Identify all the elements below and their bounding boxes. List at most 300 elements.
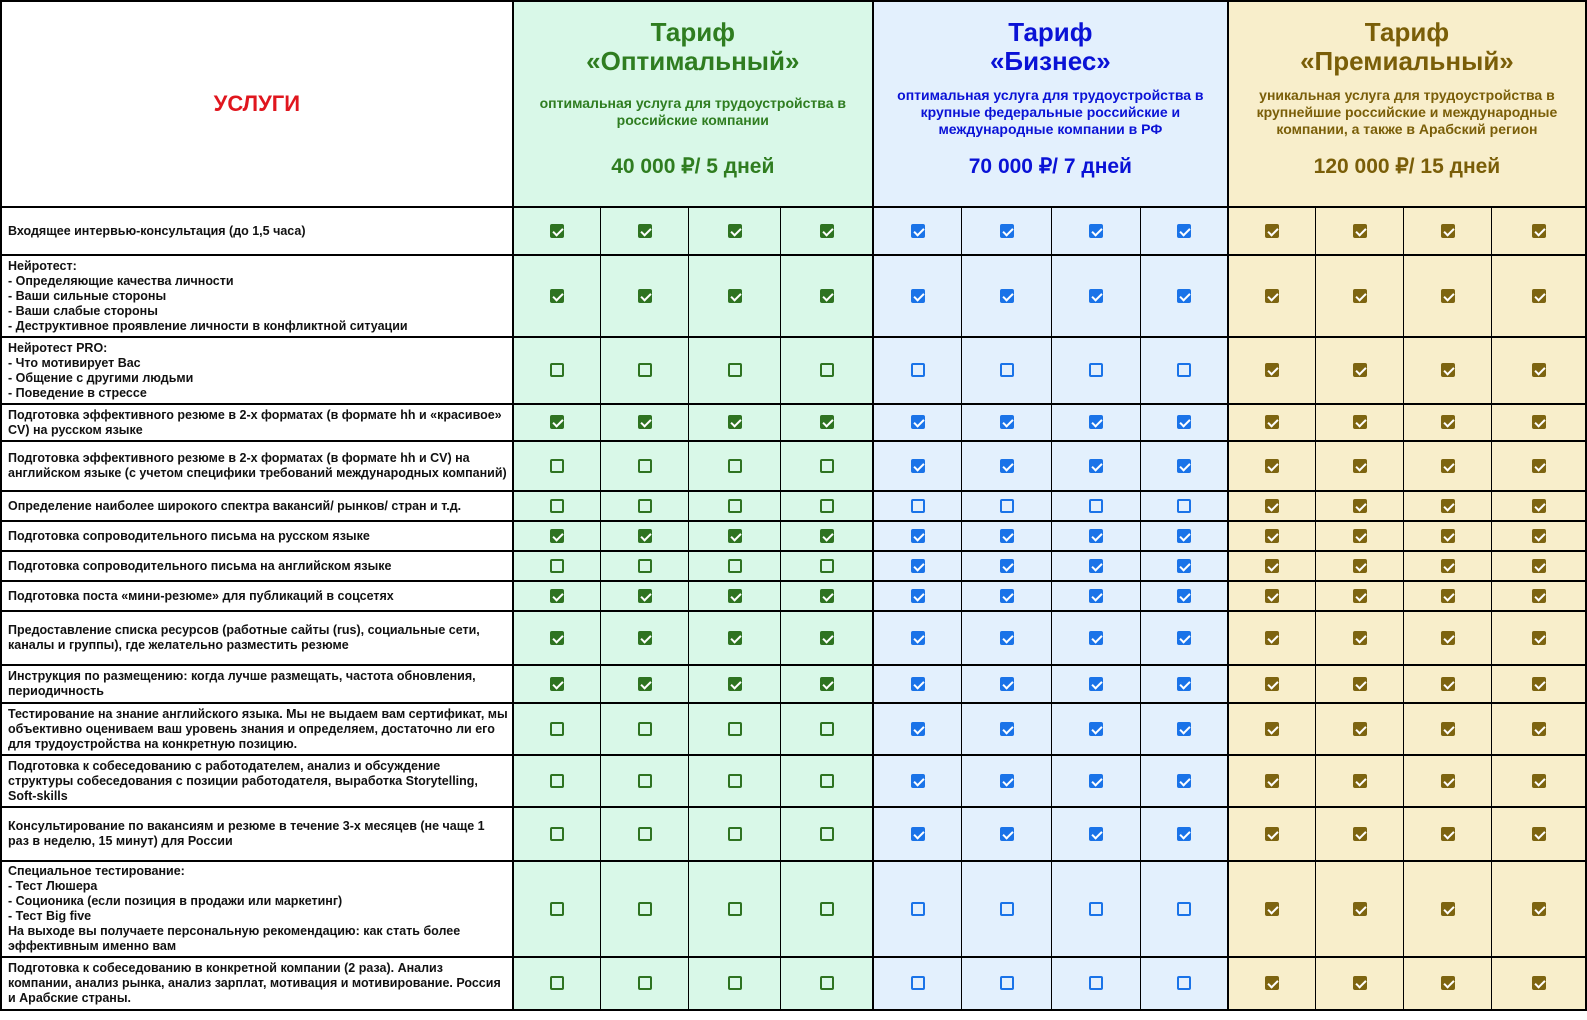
unchecked-checkbox-icon[interactable] [911,902,925,916]
checkbox-cell [781,665,873,703]
checked-checkbox-icon[interactable] [1353,589,1367,603]
checked-checkbox-icon[interactable] [1353,499,1367,513]
service-name: Специальное тестирование: - Тест Люшера - Соционика (если позиция в продажи или маркетинг) - Тест Big five На выходе вы получаете персональную рекомендацию: как стать более эффективным именно вам [8,864,461,953]
checked-checkbox-icon[interactable] [550,631,564,645]
checkbox-cell [1492,755,1586,807]
unchecked-checkbox-icon[interactable] [728,902,742,916]
checkbox-cell [1404,441,1492,491]
checked-checkbox-icon[interactable] [1000,224,1014,238]
checked-checkbox-icon[interactable] [1177,559,1191,573]
unchecked-checkbox-icon[interactable] [1000,976,1014,990]
checked-checkbox-icon[interactable] [728,415,742,429]
unchecked-checkbox-icon[interactable] [728,774,742,788]
checked-checkbox-icon[interactable] [1265,722,1279,736]
checked-checkbox-icon[interactable] [1177,774,1191,788]
unchecked-checkbox-icon[interactable] [728,499,742,513]
unchecked-checkbox-icon[interactable] [550,459,564,473]
checked-checkbox-icon[interactable] [1265,289,1279,303]
checked-checkbox-icon[interactable] [1177,722,1191,736]
checkbox-cell [1492,491,1586,521]
checked-checkbox-icon[interactable] [638,677,652,691]
service-name-cell [1,611,513,665]
checkbox-cell [781,581,873,611]
checkbox-cell [513,807,601,861]
checked-checkbox-icon[interactable] [1353,459,1367,473]
checked-checkbox-icon[interactable] [911,677,925,691]
checked-checkbox-icon[interactable] [1353,224,1367,238]
checked-checkbox-icon[interactable] [1265,774,1279,788]
checked-checkbox-icon[interactable] [1000,827,1014,841]
checkbox-cell [601,255,689,337]
unchecked-checkbox-icon[interactable] [820,499,834,513]
unchecked-checkbox-icon[interactable] [728,722,742,736]
service-name: Подготовка сопроводительного письма на английском языке [8,558,392,573]
checkbox-cell [962,207,1052,255]
unchecked-checkbox-icon[interactable] [550,722,564,736]
checkbox-cell [689,337,781,404]
checked-checkbox-icon[interactable] [1353,289,1367,303]
checked-checkbox-icon[interactable] [1532,631,1546,645]
checked-checkbox-icon[interactable] [728,631,742,645]
checkbox-cell [1492,521,1586,551]
checkbox-cell [689,207,781,255]
service-name: Нейротест: - Определяющие качества личности - Ваши сильные стороны - Ваши слабые стороны - Деструктивное проявление личности в конфликтной ситуации [8,258,408,333]
checkbox-cell [1492,551,1586,581]
checked-checkbox-icon[interactable] [638,224,652,238]
unchecked-checkbox-icon[interactable] [638,499,652,513]
checked-checkbox-icon[interactable] [1177,289,1191,303]
checked-checkbox-icon[interactable] [1000,677,1014,691]
service-name-cell [1,521,513,551]
checked-checkbox-icon[interactable] [1532,289,1546,303]
checked-checkbox-icon[interactable] [1000,559,1014,573]
checked-checkbox-icon[interactable] [1265,677,1279,691]
checked-checkbox-icon[interactable] [1353,631,1367,645]
checked-checkbox-icon[interactable] [1089,415,1103,429]
service-name: Подготовка эффективного резюме в 2-х форматах (в формате hh и «красивое» CV) на русском языке [8,407,502,437]
checked-checkbox-icon[interactable] [1441,631,1455,645]
checked-checkbox-icon[interactable] [1089,289,1103,303]
checkbox-cell [1316,521,1404,551]
checked-checkbox-icon[interactable] [1353,902,1367,916]
checked-checkbox-icon[interactable] [638,589,652,603]
checked-checkbox-icon[interactable] [1441,459,1455,473]
unchecked-checkbox-icon[interactable] [550,976,564,990]
checkbox-cell [962,404,1052,441]
checked-checkbox-icon[interactable] [1532,559,1546,573]
checked-checkbox-icon[interactable] [1441,902,1455,916]
checked-checkbox-icon[interactable] [1441,289,1455,303]
unchecked-checkbox-icon[interactable] [550,363,564,377]
checked-checkbox-icon[interactable] [911,774,925,788]
checked-checkbox-icon[interactable] [1353,976,1367,990]
checkbox-cell [1316,491,1404,521]
checked-checkbox-icon[interactable] [820,631,834,645]
checked-checkbox-icon[interactable] [1265,902,1279,916]
checkbox-cell [601,807,689,861]
checkbox-cell [1492,861,1586,957]
checked-checkbox-icon[interactable] [1441,499,1455,513]
checkbox-cell [1316,207,1404,255]
unchecked-checkbox-icon[interactable] [638,363,652,377]
checked-checkbox-icon[interactable] [1089,459,1103,473]
tariff-title: Тариф «Оптимальный» [586,17,800,76]
checked-checkbox-icon[interactable] [1177,631,1191,645]
checked-checkbox-icon[interactable] [1265,559,1279,573]
checkbox-cell [1141,755,1228,807]
checked-checkbox-icon[interactable] [1353,363,1367,377]
tariff-description: оптимальная услуга для трудоустройства в российские компании [539,95,846,128]
checkbox-cell [689,581,781,611]
service-name: Подготовка сопроводительного письма на русском языке [8,528,370,543]
checkbox-cell [873,491,962,521]
service-name: Нейротест PRO: - Что мотивирует Вас - Общение с другими людьми - Поведение в стрессе [8,340,194,400]
checked-checkbox-icon[interactable] [1000,529,1014,543]
checked-checkbox-icon[interactable] [1441,976,1455,990]
checkbox-cell [781,255,873,337]
checked-checkbox-icon[interactable] [638,289,652,303]
checkbox-cell [689,755,781,807]
checkbox-cell [1228,611,1316,665]
unchecked-checkbox-icon[interactable] [638,459,652,473]
checkbox-cell [601,521,689,551]
checkbox-cell [1228,255,1316,337]
checkbox-cell [873,957,962,1010]
unchecked-checkbox-icon[interactable] [1177,976,1191,990]
unchecked-checkbox-icon[interactable] [728,976,742,990]
checkbox-cell [962,551,1052,581]
unchecked-checkbox-icon[interactable] [1000,499,1014,513]
checked-checkbox-icon[interactable] [911,289,925,303]
checkbox-cell [513,255,601,337]
checked-checkbox-icon[interactable] [1265,415,1279,429]
checked-checkbox-icon[interactable] [1532,774,1546,788]
checkbox-cell [1141,404,1228,441]
checked-checkbox-icon[interactable] [1353,722,1367,736]
checked-checkbox-icon[interactable] [1532,589,1546,603]
checked-checkbox-icon[interactable] [1441,827,1455,841]
checkbox-cell [1316,755,1404,807]
checked-checkbox-icon[interactable] [1177,415,1191,429]
checked-checkbox-icon[interactable] [1353,677,1367,691]
unchecked-checkbox-icon[interactable] [820,459,834,473]
checkbox-cell [781,404,873,441]
unchecked-checkbox-icon[interactable] [1000,363,1014,377]
checked-checkbox-icon[interactable] [1353,559,1367,573]
checked-checkbox-icon[interactable] [911,529,925,543]
checked-checkbox-icon[interactable] [1353,774,1367,788]
checkbox-cell [1141,665,1228,703]
table-row [1,551,1586,581]
checked-checkbox-icon[interactable] [1000,289,1014,303]
checked-checkbox-icon[interactable] [1089,827,1103,841]
unchecked-checkbox-icon[interactable] [550,827,564,841]
checked-checkbox-icon[interactable] [1441,722,1455,736]
checked-checkbox-icon[interactable] [728,289,742,303]
table-row [1,491,1586,521]
checkbox-cell [1052,581,1141,611]
checkbox-cell [962,441,1052,491]
checked-checkbox-icon[interactable] [1177,827,1191,841]
checked-checkbox-icon[interactable] [820,677,834,691]
checked-checkbox-icon[interactable] [1000,459,1014,473]
checkbox-cell [689,404,781,441]
checkbox-cell [1052,491,1141,521]
services-header: УСЛУГИ [1,1,513,207]
checked-checkbox-icon[interactable] [1089,529,1103,543]
checked-checkbox-icon[interactable] [1177,529,1191,543]
unchecked-checkbox-icon[interactable] [911,363,925,377]
checked-checkbox-icon[interactable] [1353,827,1367,841]
checkbox-cell [689,441,781,491]
checked-checkbox-icon[interactable] [638,529,652,543]
service-name: Консультирование по вакансиям и резюме в течение 3-х месяцев (не чаще 1 раз в неделю, 15 минут) для России [8,819,485,848]
checkbox-cell [781,521,873,551]
checked-checkbox-icon[interactable] [1441,363,1455,377]
checked-checkbox-icon[interactable] [1265,631,1279,645]
checkbox-cell [513,581,601,611]
unchecked-checkbox-icon[interactable] [820,902,834,916]
checked-checkbox-icon[interactable] [1532,529,1546,543]
unchecked-checkbox-icon[interactable] [820,976,834,990]
unchecked-checkbox-icon[interactable] [728,363,742,377]
checkbox-cell [1141,207,1228,255]
checked-checkbox-icon[interactable] [1532,224,1546,238]
checked-checkbox-icon[interactable] [911,415,925,429]
checkbox-cell [1316,255,1404,337]
checked-checkbox-icon[interactable] [728,224,742,238]
table-row [1,703,1586,755]
checkbox-cell [513,491,601,521]
checked-checkbox-icon[interactable] [1353,529,1367,543]
checkbox-cell [1141,337,1228,404]
checked-checkbox-icon[interactable] [1441,774,1455,788]
checkbox-cell [781,441,873,491]
unchecked-checkbox-icon[interactable] [550,559,564,573]
checked-checkbox-icon[interactable] [1000,415,1014,429]
checkbox-cell [1228,861,1316,957]
checked-checkbox-icon[interactable] [1441,529,1455,543]
checked-checkbox-icon[interactable] [1089,589,1103,603]
checked-checkbox-icon[interactable] [1089,774,1103,788]
tariff-optimal-header [513,1,873,207]
unchecked-checkbox-icon[interactable] [550,902,564,916]
checked-checkbox-icon[interactable] [1265,459,1279,473]
checked-checkbox-icon[interactable] [820,415,834,429]
checked-checkbox-icon[interactable] [1265,589,1279,603]
checkbox-cell [689,611,781,665]
checked-checkbox-icon[interactable] [1265,224,1279,238]
unchecked-checkbox-icon[interactable] [1177,499,1191,513]
checked-checkbox-icon[interactable] [728,529,742,543]
checked-checkbox-icon[interactable] [1089,224,1103,238]
checked-checkbox-icon[interactable] [1353,415,1367,429]
unchecked-checkbox-icon[interactable] [638,559,652,573]
checked-checkbox-icon[interactable] [1441,559,1455,573]
checked-checkbox-icon[interactable] [550,589,564,603]
checked-checkbox-icon[interactable] [728,589,742,603]
unchecked-checkbox-icon[interactable] [1000,902,1014,916]
unchecked-checkbox-icon[interactable] [911,976,925,990]
service-name: Подготовка к собеседованию с работодателем, анализ и обсуждение структуры собеседования с позиции работодателя, выработка Storytelling, Soft-skills [8,758,478,803]
unchecked-checkbox-icon[interactable] [820,774,834,788]
checked-checkbox-icon[interactable] [1177,589,1191,603]
checkbox-cell [1052,807,1141,861]
checkbox-cell [1316,551,1404,581]
checked-checkbox-icon[interactable] [1441,589,1455,603]
checked-checkbox-icon[interactable] [1089,677,1103,691]
checked-checkbox-icon[interactable] [820,589,834,603]
service-name-cell [1,957,513,1010]
checked-checkbox-icon[interactable] [550,415,564,429]
checked-checkbox-icon[interactable] [638,415,652,429]
service-name: Определение наиболее широкого спектра вакансий/ рынков/ стран и т.д. [8,498,462,513]
checked-checkbox-icon[interactable] [1089,722,1103,736]
checked-checkbox-icon[interactable] [1177,459,1191,473]
unchecked-checkbox-icon[interactable] [820,722,834,736]
unchecked-checkbox-icon[interactable] [638,827,652,841]
checked-checkbox-icon[interactable] [1532,976,1546,990]
checked-checkbox-icon[interactable] [1000,774,1014,788]
checkbox-cell [1316,404,1404,441]
checked-checkbox-icon[interactable] [1089,631,1103,645]
service-name: Подготовка эффективного резюме в 2-х форматах (в формате hh и CV) на английском языке (с учетом специфики требований международных компаний) [8,451,507,480]
checked-checkbox-icon[interactable] [1532,902,1546,916]
unchecked-checkbox-icon[interactable] [911,499,925,513]
checkbox-cell [962,703,1052,755]
service-name-cell [1,581,513,611]
checked-checkbox-icon[interactable] [1441,224,1455,238]
checked-checkbox-icon[interactable] [911,589,925,603]
checkbox-cell [1228,755,1316,807]
checked-checkbox-icon[interactable] [1265,363,1279,377]
checked-checkbox-icon[interactable] [550,677,564,691]
checkbox-cell [1316,807,1404,861]
checked-checkbox-icon[interactable] [820,289,834,303]
checkbox-cell [1492,207,1586,255]
unchecked-checkbox-icon[interactable] [638,902,652,916]
checked-checkbox-icon[interactable] [1265,529,1279,543]
unchecked-checkbox-icon[interactable] [728,827,742,841]
unchecked-checkbox-icon[interactable] [638,774,652,788]
checkbox-cell [1228,665,1316,703]
checked-checkbox-icon[interactable] [638,631,652,645]
checked-checkbox-icon[interactable] [1532,677,1546,691]
checkbox-cell [962,665,1052,703]
checkbox-cell [689,491,781,521]
service-name-cell [1,207,513,255]
checkbox-cell [601,207,689,255]
service-name-cell [1,551,513,581]
service-name-cell [1,255,513,337]
table-row [1,957,1586,1010]
table-row [1,441,1586,491]
checked-checkbox-icon[interactable] [911,224,925,238]
checkbox-cell [1141,551,1228,581]
checkbox-cell [873,665,962,703]
checked-checkbox-icon[interactable] [1000,631,1014,645]
checkbox-cell [1141,441,1228,491]
service-name-cell [1,755,513,807]
checkbox-cell [781,207,873,255]
checked-checkbox-icon[interactable] [728,677,742,691]
checkbox-cell [1404,207,1492,255]
checked-checkbox-icon[interactable] [820,224,834,238]
unchecked-checkbox-icon[interactable] [638,722,652,736]
unchecked-checkbox-icon[interactable] [820,363,834,377]
unchecked-checkbox-icon[interactable] [820,827,834,841]
tariff-description: оптимальная услуга для трудоустройства в крупные федеральные российские и международные компании в РФ [897,86,1204,137]
checked-checkbox-icon[interactable] [550,224,564,238]
checked-checkbox-icon[interactable] [911,459,925,473]
checked-checkbox-icon[interactable] [1532,459,1546,473]
checked-checkbox-icon[interactable] [1177,224,1191,238]
checked-checkbox-icon[interactable] [911,827,925,841]
unchecked-checkbox-icon[interactable] [728,559,742,573]
checkbox-cell [1141,957,1228,1010]
checked-checkbox-icon[interactable] [1265,827,1279,841]
checked-checkbox-icon[interactable] [1441,415,1455,429]
checkbox-cell [1141,491,1228,521]
checked-checkbox-icon[interactable] [1532,415,1546,429]
checkbox-cell [1404,255,1492,337]
checked-checkbox-icon[interactable] [1532,827,1546,841]
checked-checkbox-icon[interactable] [820,529,834,543]
checkbox-cell [962,255,1052,337]
checked-checkbox-icon[interactable] [1441,677,1455,691]
checked-checkbox-icon[interactable] [550,289,564,303]
checked-checkbox-icon[interactable] [1532,363,1546,377]
checkbox-cell [513,404,601,441]
unchecked-checkbox-icon[interactable] [820,559,834,573]
checked-checkbox-icon[interactable] [911,631,925,645]
unchecked-checkbox-icon[interactable] [1177,363,1191,377]
checked-checkbox-icon[interactable] [1000,722,1014,736]
checked-checkbox-icon[interactable] [1265,976,1279,990]
checkbox-cell [601,441,689,491]
checkbox-cell [513,551,601,581]
checkbox-cell [513,755,601,807]
checkbox-cell [1052,861,1141,957]
checked-checkbox-icon[interactable] [1532,722,1546,736]
checkbox-cell [601,703,689,755]
checkbox-cell [781,611,873,665]
unchecked-checkbox-icon[interactable] [550,774,564,788]
unchecked-checkbox-icon[interactable] [1089,363,1103,377]
unchecked-checkbox-icon[interactable] [1089,499,1103,513]
checkbox-cell [1404,611,1492,665]
unchecked-checkbox-icon[interactable] [1177,902,1191,916]
checked-checkbox-icon[interactable] [550,529,564,543]
checkbox-cell [1052,441,1141,491]
unchecked-checkbox-icon[interactable] [728,459,742,473]
checkbox-cell [1228,337,1316,404]
checked-checkbox-icon[interactable] [1532,499,1546,513]
unchecked-checkbox-icon[interactable] [638,976,652,990]
checked-checkbox-icon[interactable] [911,559,925,573]
unchecked-checkbox-icon[interactable] [550,499,564,513]
checkbox-cell [1228,551,1316,581]
unchecked-checkbox-icon[interactable] [1089,902,1103,916]
checked-checkbox-icon[interactable] [1177,677,1191,691]
checkbox-cell [1141,807,1228,861]
checked-checkbox-icon[interactable] [1000,589,1014,603]
checked-checkbox-icon[interactable] [1265,499,1279,513]
checkbox-cell [1404,521,1492,551]
unchecked-checkbox-icon[interactable] [1089,976,1103,990]
checked-checkbox-icon[interactable] [1089,559,1103,573]
checked-checkbox-icon[interactable] [911,722,925,736]
